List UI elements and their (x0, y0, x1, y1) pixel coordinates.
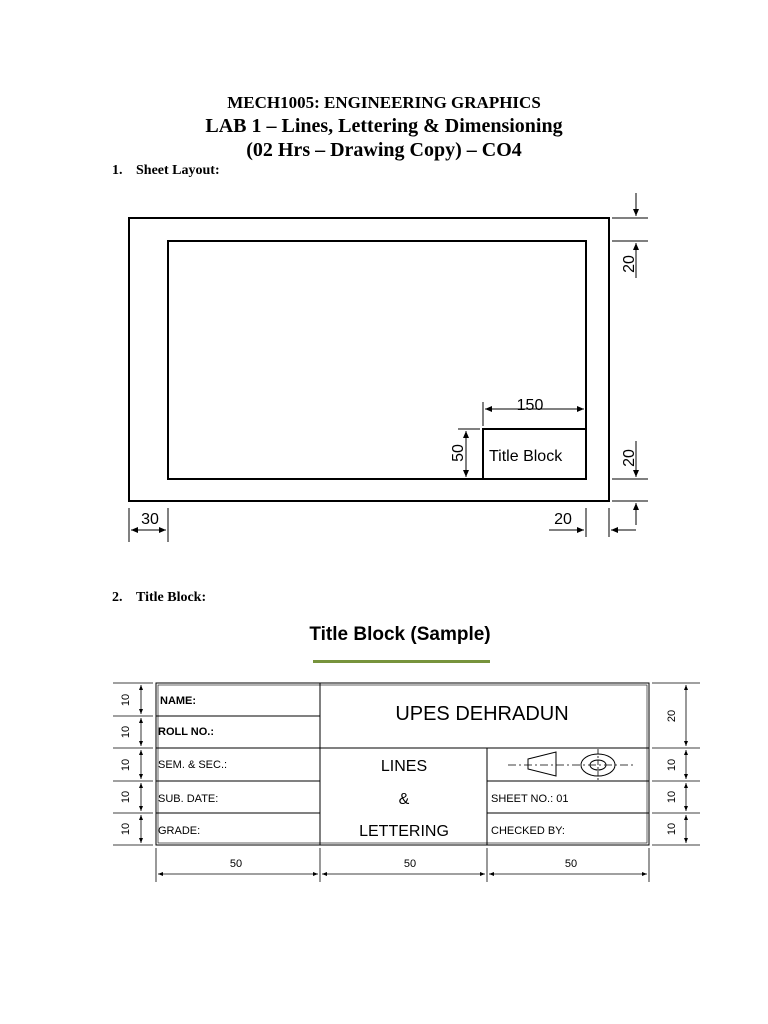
title-block-label: Title Block (489, 448, 563, 465)
course-title: MECH1005: ENGINEERING GRAPHICS (227, 93, 541, 112)
right-dim-4: 10 (666, 822, 678, 836)
dim-left-margin: 30 (141, 511, 159, 528)
right-dim-1: 20 (666, 709, 678, 723)
bottom-dim-1: 50 (229, 858, 243, 870)
subject-line-3: LETTERING (359, 823, 449, 840)
left-dim-2: 10 (120, 725, 132, 739)
bottom-dim-2: 50 (403, 858, 417, 870)
bottom-dim-3: 50 (564, 858, 578, 870)
checked-by-label: CHECKED BY: (491, 825, 565, 837)
projection-symbol-icon (508, 749, 636, 780)
right-dim-3: 10 (666, 790, 678, 804)
section-number: 2. (112, 590, 123, 605)
left-dim-5: 10 (120, 822, 132, 836)
right-dim-2: 10 (666, 758, 678, 772)
dim-top-margin: 20 (621, 255, 638, 273)
subject-line-1: LINES (380, 758, 428, 775)
lab-title: LAB 1 – Lines, Lettering & Dimensioning (205, 115, 563, 137)
dim-bottom-margin: 20 (621, 449, 638, 467)
left-dim-4: 10 (120, 790, 132, 804)
sem-label: SEM. & SEC.: (158, 759, 228, 771)
dim-title-block-width: 150 (516, 397, 544, 414)
roll-label: ROLL NO.: (158, 726, 215, 738)
grade-label: GRADE: (158, 825, 201, 837)
title-block-sample-heading: Title Block (Sample) (309, 624, 491, 645)
dim-right-margin: 20 (554, 511, 572, 528)
subject-line-2: & (398, 791, 410, 808)
dim-title-block-height: 50 (450, 444, 467, 462)
date-label: SUB. DATE: (158, 793, 219, 805)
lab-duration: (02 Hrs – Drawing Copy) – CO4 (246, 139, 522, 161)
section-number: 1. (112, 163, 123, 178)
name-label: NAME: (160, 695, 197, 707)
section-title: Title Block: (136, 590, 207, 605)
sheet-number: SHEET NO.: 01 (491, 793, 569, 805)
section-title: Sheet Layout: (136, 163, 220, 178)
left-dim-3: 10 (120, 758, 132, 772)
institution-name: UPES DEHRADUN (395, 703, 569, 725)
left-dim-1: 10 (120, 693, 132, 707)
